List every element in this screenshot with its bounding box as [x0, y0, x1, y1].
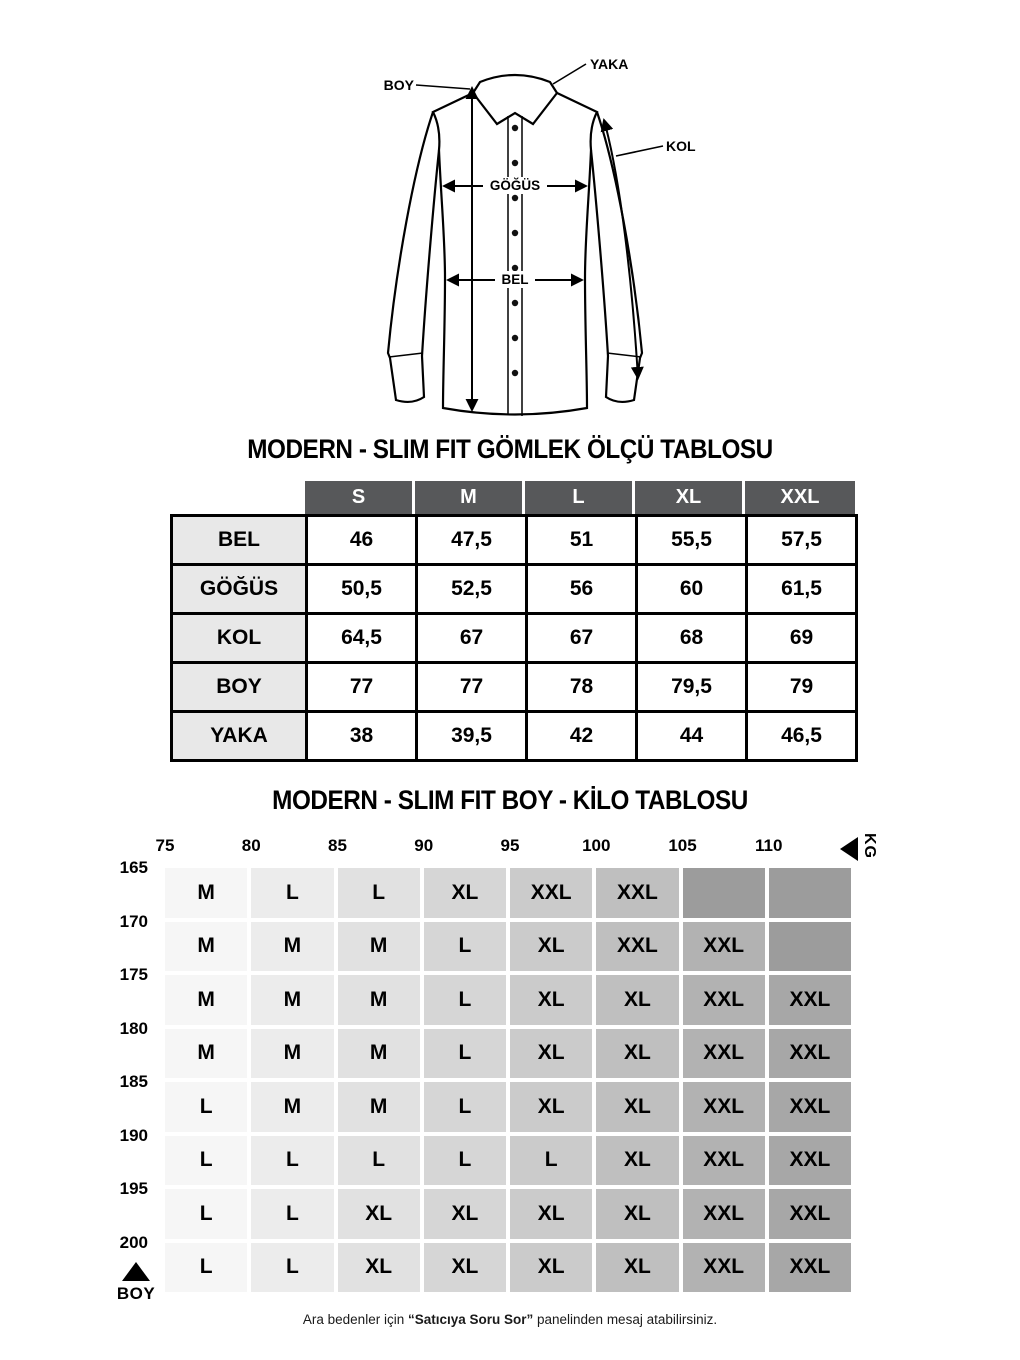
size-value-cell: 51	[527, 516, 637, 565]
size-value-cell: 44	[637, 712, 747, 761]
size-table-row	[172, 663, 857, 712]
height-tick: 195	[119, 1179, 148, 1198]
weight-grid-cell: XL	[510, 1082, 592, 1132]
weight-grid-cell: XL	[338, 1189, 420, 1239]
weight-table-title: MODERN - SLIM FIT BOY - KİLO TABLOSU	[272, 785, 748, 815]
kg-tick: 80	[241, 836, 261, 855]
shirt-diagram	[320, 28, 700, 428]
shirt-body	[433, 92, 597, 415]
shirt-left-sleeve	[388, 112, 439, 402]
size-value-cell: 78	[527, 663, 637, 712]
footnote	[0, 1312, 1020, 1327]
size-table-row	[172, 565, 857, 614]
size-value-cell: 67	[527, 614, 637, 663]
weight-grid-cell: XL	[510, 975, 592, 1025]
height-tick: 185	[119, 1072, 148, 1091]
size-value-cell: 64,5	[307, 614, 417, 663]
size-value-cell: 38	[307, 712, 417, 761]
weight-grid-cell: XL	[510, 1189, 592, 1239]
weight-grid-cell: L	[165, 1189, 247, 1239]
size-row-label: GÖĞÜS	[172, 565, 307, 614]
weight-grid-cell: M	[251, 1029, 333, 1079]
weight-grid-cell: L	[165, 1243, 247, 1293]
kg-tick: 85	[328, 836, 347, 855]
weight-grid-cell: XXL	[510, 868, 592, 918]
footnote-prefix: Ara bedenler için	[302, 1312, 408, 1327]
size-value-cell: 42	[527, 712, 637, 761]
weight-grid-cell: L	[424, 1029, 506, 1079]
weight-grid-cell: M	[165, 868, 247, 918]
kol-leader-line	[616, 146, 663, 156]
weight-grid-cell: XXL	[683, 975, 765, 1025]
weight-grid-cell: M	[165, 922, 247, 972]
weight-grid-cell: XXL	[683, 1136, 765, 1186]
weight-grid-cell: XXL	[683, 1189, 765, 1239]
size-row-label: KOL	[172, 614, 307, 663]
size-value-cell: 61,5	[747, 565, 857, 614]
size-column-header: L	[525, 481, 635, 514]
size-value-cell: 39,5	[417, 712, 527, 761]
height-tick: 180	[119, 1018, 148, 1038]
weight-grid-cell: XL	[510, 1029, 592, 1079]
weight-grid-cell: XL	[596, 1029, 678, 1079]
weight-grid-cell: L	[165, 1136, 247, 1186]
size-value-cell: 57,5	[747, 516, 857, 565]
size-value-cell: 56	[527, 565, 637, 614]
boy-axis-arrow-icon	[122, 1262, 150, 1281]
weight-grid-cell: L	[424, 1082, 506, 1132]
size-value-cell: 69	[747, 614, 857, 663]
weight-grid-cell: L	[424, 1136, 506, 1186]
size-table-row	[172, 614, 857, 663]
bel-diagram-label: BEL	[501, 272, 529, 287]
weight-grid-cell: L	[165, 1082, 247, 1132]
size-table-row	[172, 712, 857, 761]
weight-grid-cell: M	[338, 922, 420, 972]
size-value-cell: 46	[307, 516, 417, 565]
size-value-cell: 46,5	[747, 712, 857, 761]
size-value-cell: 68	[637, 614, 747, 663]
weight-grid-cell-empty	[769, 922, 851, 972]
size-value-cell: 50,5	[307, 565, 417, 614]
weight-grid-cell: XXL	[769, 1029, 851, 1079]
kg-tick: 100	[582, 836, 611, 855]
height-tick: 200	[119, 1232, 148, 1252]
size-column-header: XXL	[745, 481, 855, 514]
size-value-cell: 79,5	[637, 663, 747, 712]
weight-grid-cell: L	[424, 922, 506, 972]
weight-grid-cell: M	[338, 1082, 420, 1132]
size-table-title: MODERN - SLIM FIT GÖMLEK ÖLÇÜ TABLOSU	[247, 434, 773, 464]
weight-grid-cell: XXL	[683, 922, 765, 972]
weight-grid-cell: XXL	[769, 975, 851, 1025]
weight-grid-cell: XL	[596, 1243, 678, 1293]
kg-tick: 95	[500, 836, 520, 855]
weight-grid-cell: XL	[510, 922, 592, 972]
weight-grid-cell: L	[251, 1136, 333, 1186]
weight-grid-cell: L	[251, 1189, 333, 1239]
size-table-header	[305, 481, 855, 514]
size-table-row	[172, 516, 857, 565]
weight-grid-cell: XL	[424, 1243, 506, 1293]
weight-grid-cell: L	[251, 868, 333, 918]
weight-grid-cell-empty	[769, 868, 851, 918]
weight-grid-cell: XXL	[596, 868, 678, 918]
weight-grid-cell: M	[251, 1082, 333, 1132]
weight-grid-cell: L	[424, 975, 506, 1025]
size-value-cell: 60	[637, 565, 747, 614]
footnote-suffix: panelinden mesaj atabilirsiniz.	[533, 1312, 718, 1327]
weight-grid-cell: XXL	[683, 1082, 765, 1132]
size-value-cell: 55,5	[637, 516, 747, 565]
boy-axis-label: BOY	[116, 1284, 156, 1303]
size-table	[170, 514, 858, 762]
weight-grid-cell: XL	[338, 1243, 420, 1293]
size-row-label: BOY	[172, 663, 307, 712]
weight-grid-cell: XXL	[769, 1189, 851, 1239]
boy-diagram-label: BOY	[383, 77, 414, 93]
weight-grid-cell: M	[165, 1029, 247, 1079]
weight-grid-cell: L	[338, 1136, 420, 1186]
size-column-header: S	[305, 481, 415, 514]
weight-grid-cell: XL	[596, 1082, 678, 1132]
weight-grid-cell: XXL	[683, 1029, 765, 1079]
size-value-cell: 67	[417, 614, 527, 663]
kg-tick: 75	[155, 836, 175, 855]
weight-grid-cell: XL	[596, 975, 678, 1025]
weight-grid-cell: L	[510, 1136, 592, 1186]
kg-tick: 90	[414, 836, 434, 855]
weight-grid-cell: XL	[424, 1189, 506, 1239]
size-value-cell: 79	[747, 663, 857, 712]
weight-grid-cell: XXL	[769, 1082, 851, 1132]
footnote-bold: “Satıcıya Soru Sor”	[407, 1312, 534, 1327]
size-value-cell: 77	[307, 663, 417, 712]
weight-grid-cell: M	[251, 975, 333, 1025]
size-value-cell: 52,5	[417, 565, 527, 614]
height-tick: 170	[119, 911, 148, 931]
height-tick: 190	[119, 1125, 148, 1145]
size-column-header: M	[415, 481, 525, 514]
size-value-cell: 47,5	[417, 516, 527, 565]
weight-grid-cell: XXL	[683, 1243, 765, 1293]
weight-grid-cell: M	[251, 922, 333, 972]
height-tick: 175	[119, 965, 148, 984]
kg-axis-arrow-icon	[840, 837, 858, 861]
size-table-body	[172, 516, 857, 761]
kg-tick: 105	[668, 836, 697, 855]
height-tick: 165	[119, 858, 148, 877]
gogus-diagram-label: GÖĞÜS	[489, 178, 541, 193]
kg-axis-label: KG	[861, 833, 878, 859]
weight-grid-cell: M	[165, 975, 247, 1025]
weight-grid-cell: XL	[596, 1189, 678, 1239]
weight-grid-cell: L	[251, 1243, 333, 1293]
weight-grid-cell: XL	[510, 1243, 592, 1293]
weight-grid-cell: M	[338, 975, 420, 1025]
kg-tick: 110	[755, 836, 783, 855]
size-row-label: YAKA	[172, 712, 307, 761]
weight-grid-cell: XXL	[596, 922, 678, 972]
weight-grid-cell: L	[338, 868, 420, 918]
weight-grid-cell: XL	[596, 1136, 678, 1186]
weight-grid-cell: XXL	[769, 1243, 851, 1293]
yaka-diagram-label: YAKA	[590, 56, 629, 72]
weight-grid	[165, 868, 851, 1292]
weight-grid-cell: XL	[424, 868, 506, 918]
size-value-cell: 77	[417, 663, 527, 712]
yaka-leader-line	[553, 64, 586, 84]
size-column-header: XL	[635, 481, 745, 514]
boy-leader-line	[416, 85, 470, 89]
weight-grid-cell: M	[338, 1029, 420, 1079]
weight-grid-cell: XXL	[769, 1136, 851, 1186]
weight-grid-cell-empty	[683, 868, 765, 918]
size-row-label: BEL	[172, 516, 307, 565]
kol-diagram-label: KOL	[666, 138, 696, 154]
